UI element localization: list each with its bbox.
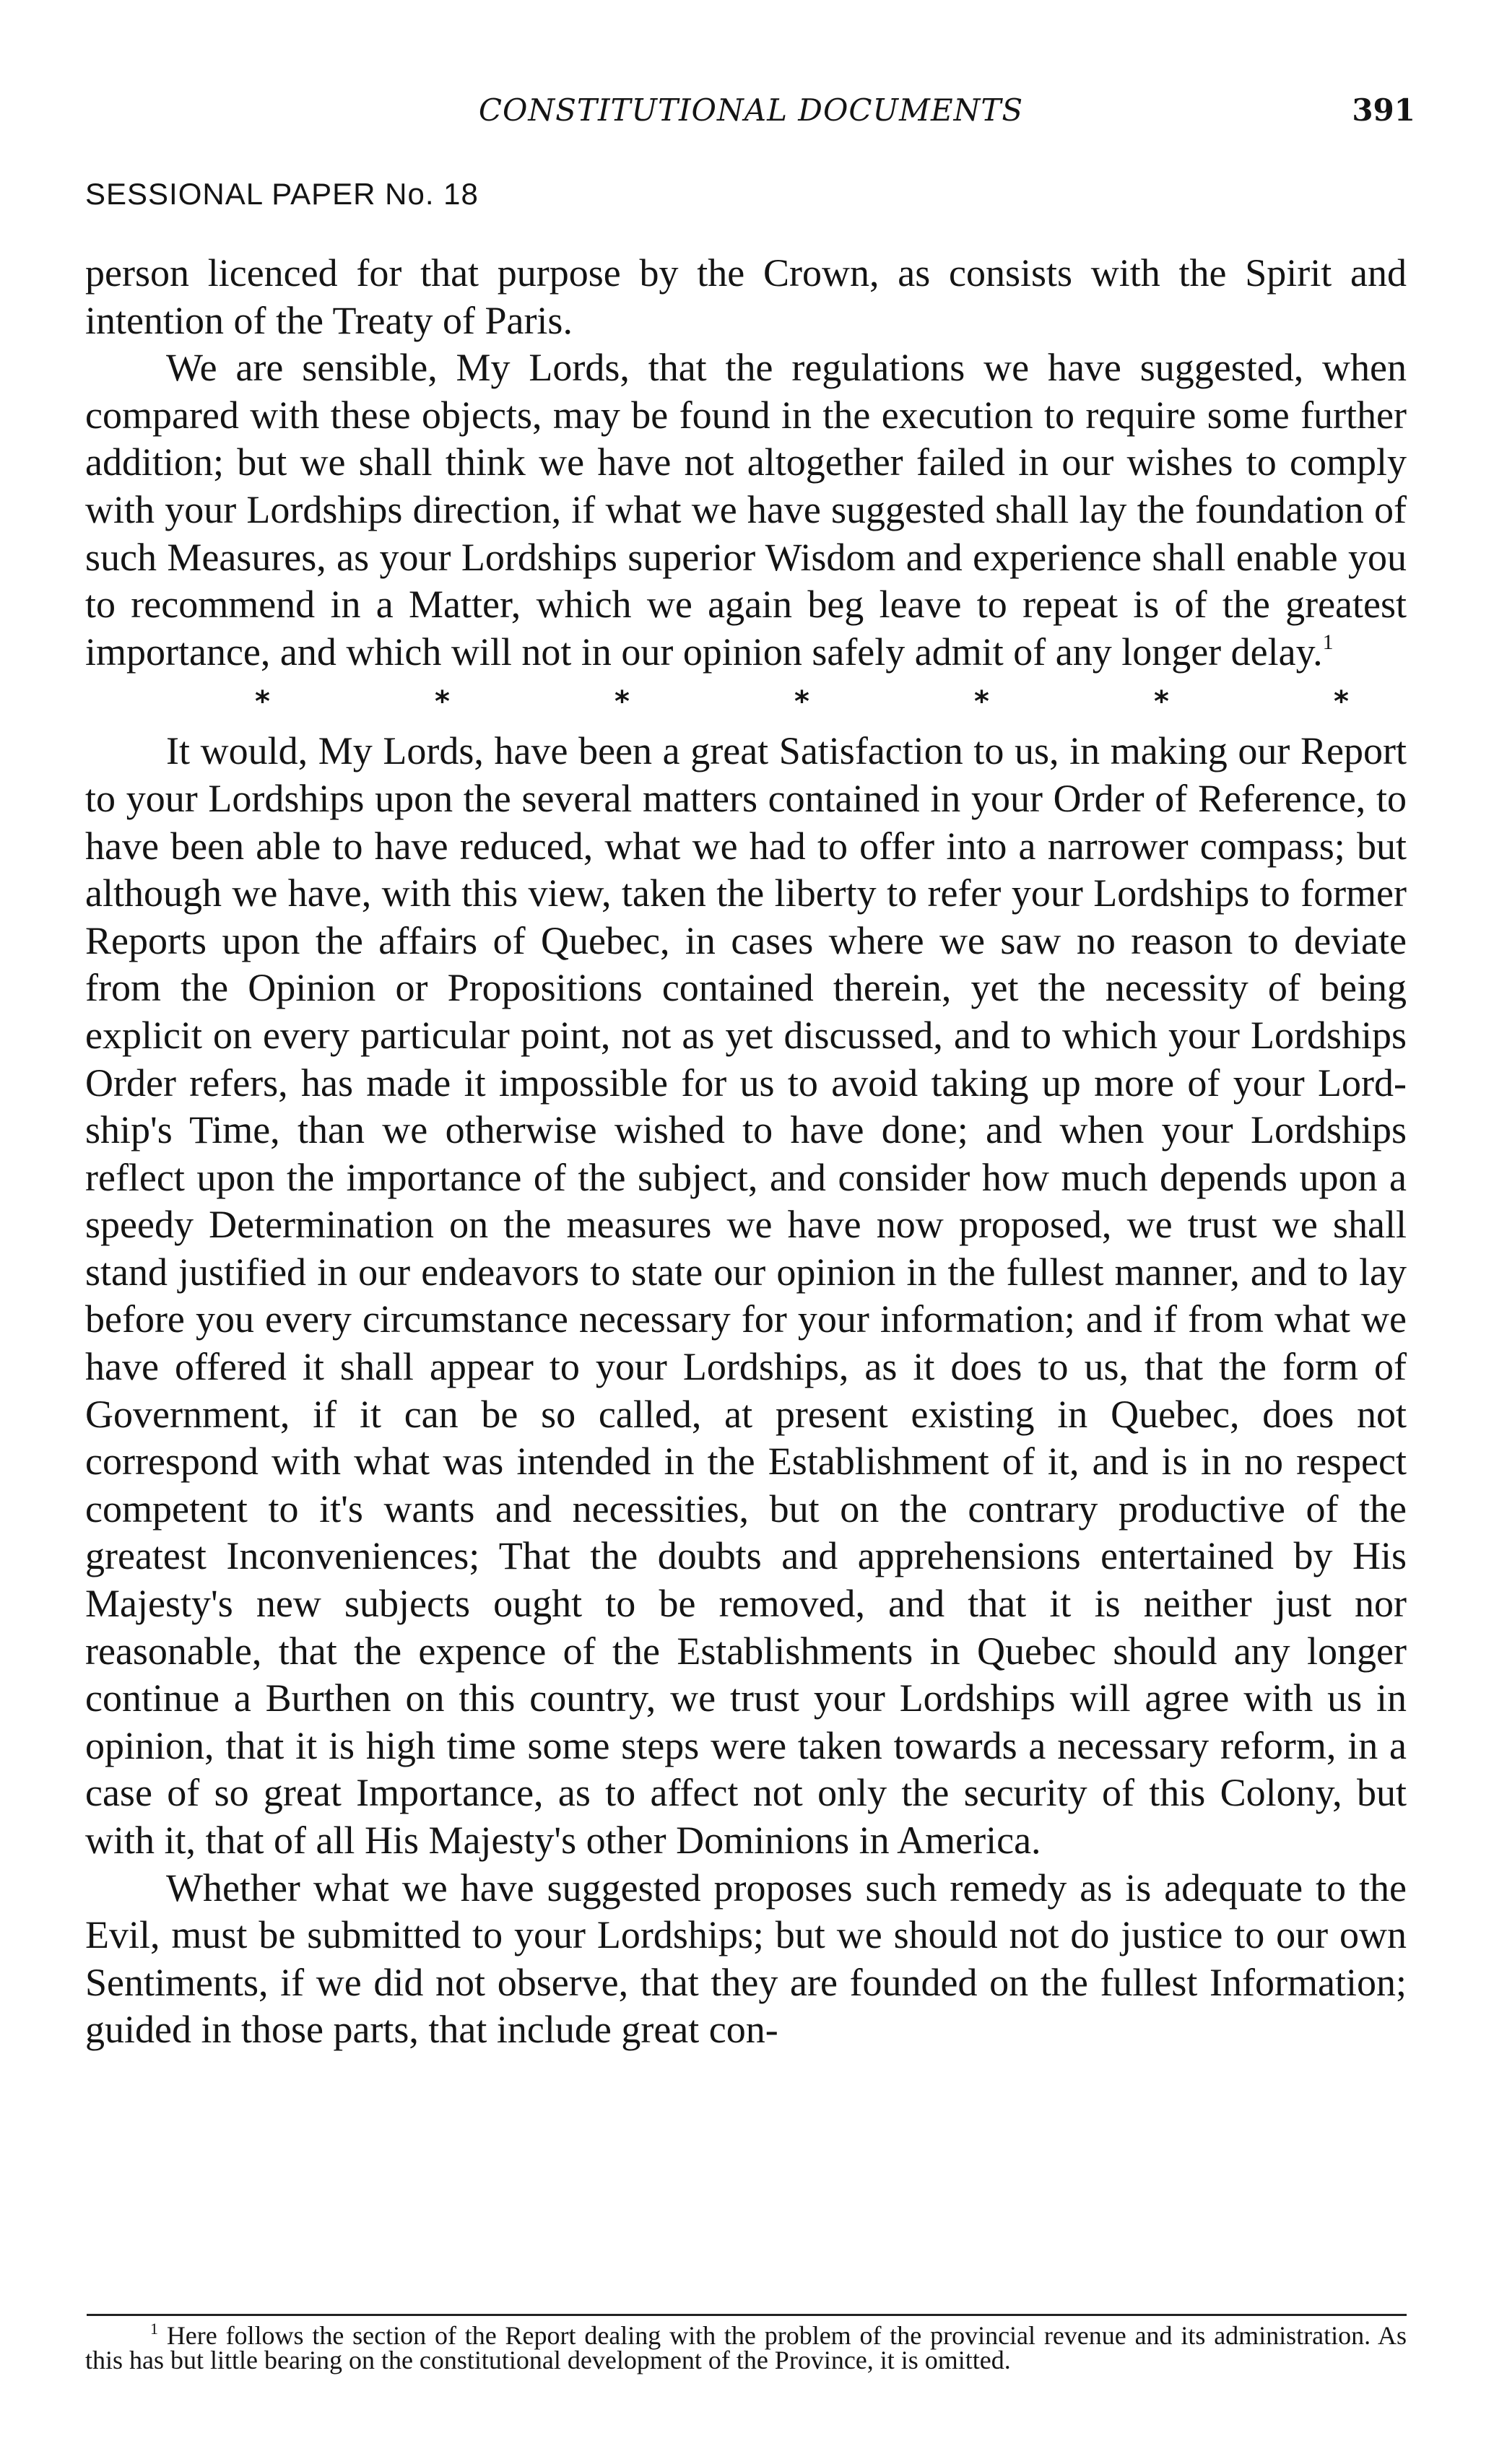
star: * — [435, 685, 450, 719]
star: * — [1334, 685, 1349, 719]
footnote-reference: 1 — [1322, 630, 1334, 654]
star: * — [1154, 685, 1169, 719]
body-text — [85, 250, 1407, 2054]
footnote-marker: 1 — [150, 2320, 158, 2338]
footnote — [85, 2320, 1407, 2374]
star: * — [614, 685, 630, 719]
footnote-text: Here follows the section of the Report dealing with the problem of the provincial revenue and its administration. As this has but little bearing on the constitutional development of the Province, it is omitted. — [85, 2321, 1407, 2374]
star: * — [255, 685, 270, 719]
paragraph-3: It would, My Lords, have been a great Satisfaction to us, in making our Report to your Lordships upon the several matters contained in your Order of Reference, to have been able to have reduced, what we had to offer into a narrower compass; but although we have, with this view, taken the liberty to refer your Lordships to former Reports upon the affairs of Quebec, in cases where we saw no reason to deviate from the Opinion or Propositions contained therein, yet the necessity of being explicit on every particular point, not as yet discussed, and to which your Lordships Order refers, has made it impossible for us to avoid taking up more of your Lordship's Time, than we otherwise wished to have done; and when your Lordships reflect upon the importance of the subject, and consider how much depends upon a speedy Determination on the measures we have now proposed, we trust we shall stand justified in our endeavors to state our opinion in the fullest manner, and to lay before you every circumstance necessary for your information; and if from what we have offered it shall appear to your Lordships, as it does to us, that the form of Government, if it can be so called, at present existing in Quebec, does not correspond with what was intended in the Establishment of it, and is in no respect competent to it's wants and necessities, but on the contrary productive of the greatest Inconveniences; That the doubts and apprehensions entertained by His Majesty's new subjects ought to be removed, and that it is neither just nor reasonable, that the expence of the Establishments in Quebec should any longer continue a Burthen on this country, we trust your Lordships will agree with us in opinion, that it is high time some steps were taken towards a necessary reform, in a case of so great Importance, as to affect not only the security of this Colony, but with it, that of all His Majesty's other Dominions in America. — [85, 729, 1407, 1862]
paragraph-2 — [85, 344, 1407, 676]
paragraph-4: Whether what we have suggested proposes such remedy as is adequate to the Evil, must be submitted to your Lordships; but we should not do justice to our own Sentiments, if we did not observe, that they are founded on the fullest Information; guided in those parts, that include great con- — [85, 1866, 1407, 2052]
star: * — [794, 685, 809, 719]
running-title: CONSTITUTIONAL DOCUMENTS — [478, 92, 1024, 128]
paragraph-2-text: We are sensible, My Lords, that the regulations we have suggested, when compared with these objects, may be found in the execution to require some further addition; but we shall think we have not altogether failed in our wishes to comply with your Lordships direction, if what we have suggested shall lay the foundation of such Measures, as your Lordships superior Wisdom and experience shall enable you to recommend in a Matter, which we again beg leave to repeat is of the greatest importance, and which will not in our opinion safely admit of any longer delay. — [85, 346, 1407, 674]
running-header — [87, 92, 1415, 143]
footnote-divider — [87, 2314, 1407, 2316]
paragraph-1: person licenced for that purpose by the Crown, as consists with the Spirit and intention of the Treaty of Paris. — [85, 251, 1407, 342]
section-break-stars — [85, 679, 1407, 726]
star: * — [974, 685, 989, 719]
sessional-paper-label: SESSIONAL PAPER No. 18 — [85, 177, 479, 211]
page-number: 391 — [1352, 92, 1415, 128]
